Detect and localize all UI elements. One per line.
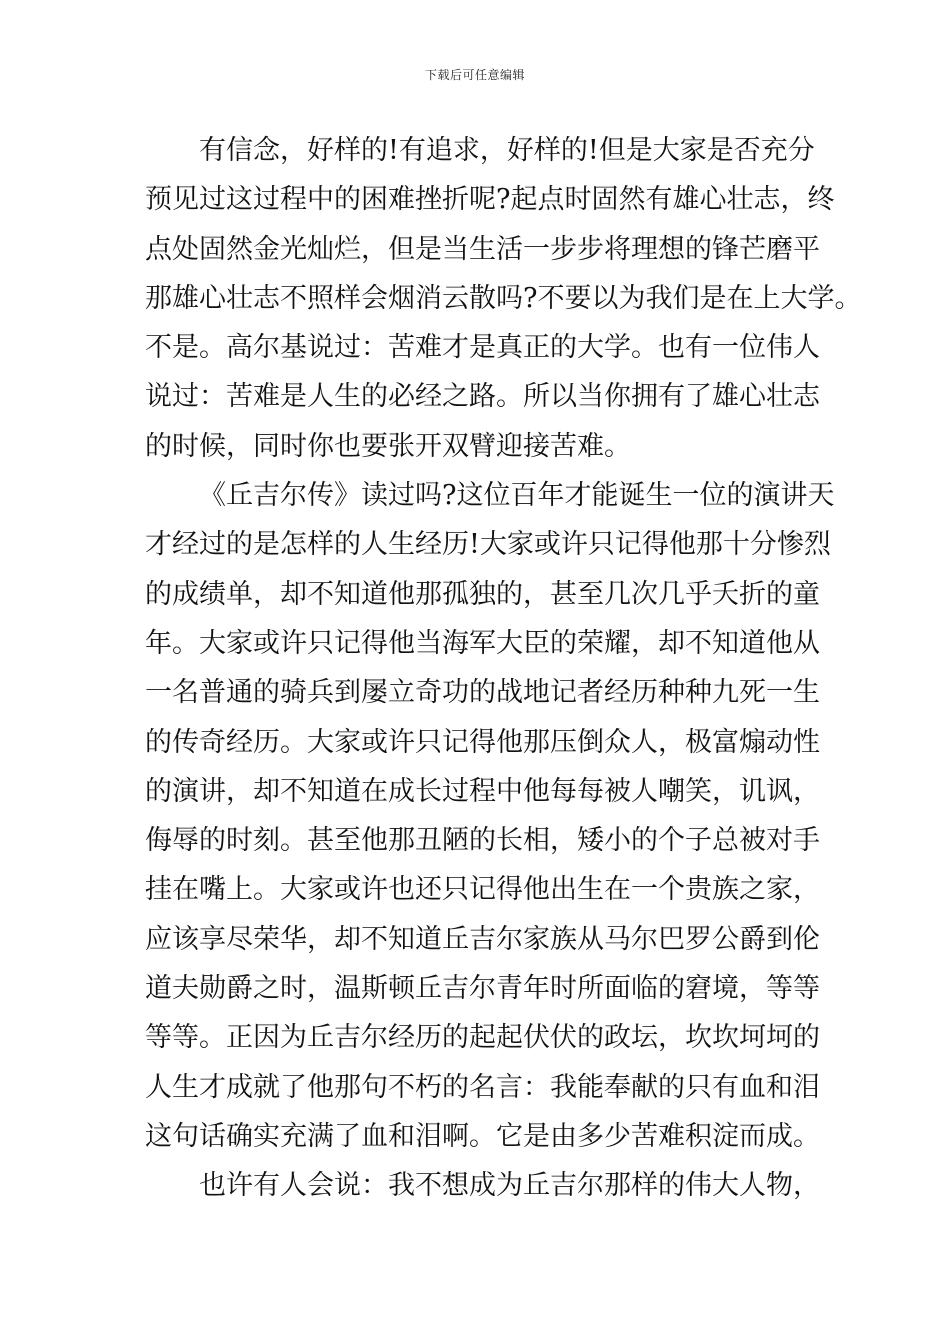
text-line: 应该享尽荣华，却不知道丘吉尔家族从马尔巴罗公爵到伦 — [145, 923, 820, 955]
text-line: 一名普通的骑兵到屡立奇功的战地记者经历种种九死一生 — [145, 677, 820, 709]
text-line: 挂在嘴上。大家或许也还只记得他出生在一个贵族之家， — [145, 874, 820, 906]
text-line: 侮辱的时刻。甚至他那丑陋的长相，矮小的个子总被对手 — [145, 825, 820, 857]
text-line: 才经过的是怎样的人生经历!大家或许只记得他那十分惨烈 — [145, 529, 831, 561]
text-line: 也许有人会说：我不想成为丘吉尔那样的伟大人物， — [199, 1170, 820, 1202]
text-line: 那雄心壮志不照样会烟消云散吗?不要以为我们是在上大学。 — [145, 282, 862, 314]
text-line: 点处固然金光灿烂，但是当生活一步步将理想的锋芒磨平 — [145, 233, 820, 265]
text-line: 道夫勋爵之时，温斯顿丘吉尔青年时所面临的窘境，等等 — [145, 973, 820, 1005]
text-line: 人生才成就了他那句不朽的名言：我能奉献的只有血和泪 — [145, 1071, 820, 1103]
text-line: 等等。正因为丘吉尔经历的起起伏伏的政坛，坎坎坷坷的 — [145, 1022, 820, 1054]
text-line: 预见过这过程中的困难挫折呢?起点时固然有雄心壮志，终 — [145, 184, 835, 216]
text-line: 不是。高尔基说过：苦难才是真正的大学。也有一位伟人 — [145, 332, 820, 364]
page-header-note: 下载后可任意编辑 — [424, 68, 525, 82]
document-body — [145, 126, 862, 1211]
text-line: 这句话确实充满了血和泪啊。它是由多少苦难积淀而成。 — [145, 1120, 820, 1152]
text-line: 的成绩单，却不知道他那孤独的，甚至几次几乎夭折的童 — [145, 578, 820, 610]
text-line: 《丘吉尔传》读过吗?这位百年才能诞生一位的演讲天 — [199, 480, 835, 512]
text-line: 说过：苦难是人生的必经之路。所以当你拥有了雄心壮志 — [145, 381, 820, 413]
text-line: 年。大家或许只记得他当海军大臣的荣耀，却不知道他从 — [145, 627, 820, 659]
text-line: 的演讲，却不知道在成长过程中他每每被人嘲笑，讥讽， — [145, 775, 820, 807]
text-line: 的时候，同时你也要张开双臂迎接苦难。 — [145, 430, 631, 462]
text-line: 有信念，好样的!有追求，好样的!但是大家是否充分 — [199, 135, 815, 166]
text-line: 的传奇经历。大家或许只记得他那压倒众人，极富煽动性 — [145, 726, 820, 758]
